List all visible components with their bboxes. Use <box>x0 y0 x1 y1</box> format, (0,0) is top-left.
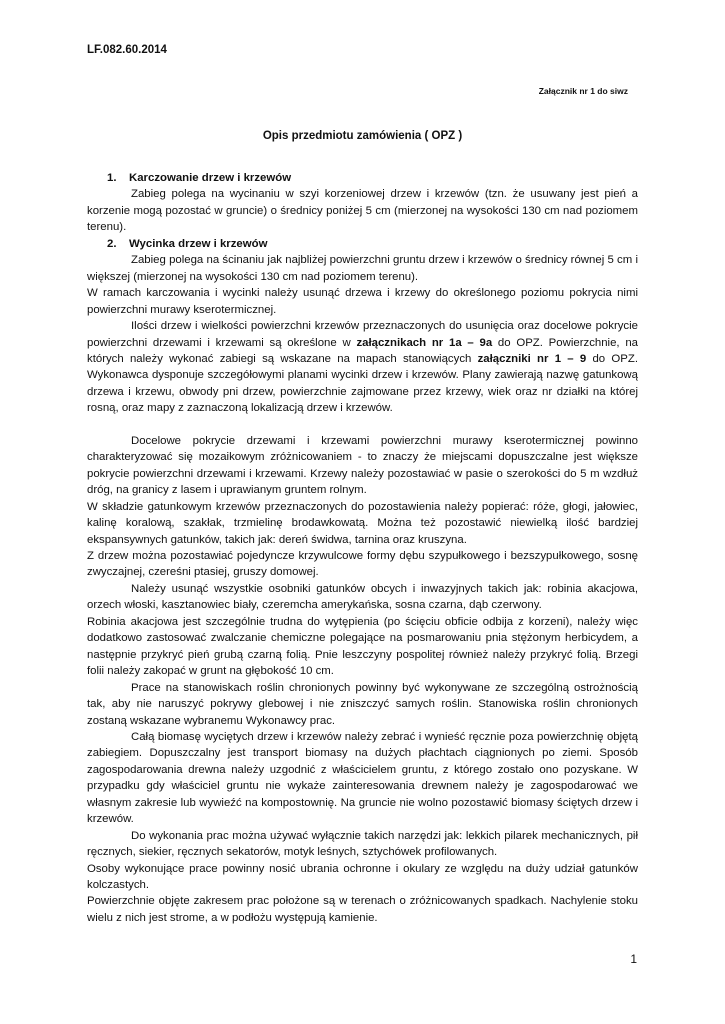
text-run: Ilości drzew i wielkości powierzchni krzewów przeznaczonych do usunięcia oraz docelowe pokrycie powierzchni drzewami i krzewami są określone w <box>87 320 638 349</box>
paragraph: Z drzew można pozostawiać pojedyncze krzywulcowe formy dębu szypułkowego i bezszypułkowego, sosnę zwyczajnej, czereśni ptasiej, gruszy domowej. <box>87 549 638 579</box>
text-run: do OPZ. Powierzchnie, na których należy wykonać zabiegi są wskazane na mapach stanowiących <box>87 336 639 365</box>
section-heading-text: Karczowanie drzew i krzewów <box>129 172 292 184</box>
text-run: do OPZ. Wykonawca dysponuje szczegółowymi planami wycinki drzew i krzewów. Plany zawierają nazwę gatunkową drzewa i krzewu, obwody pni drzew, powierzchnie zajmowane przez krzewy, wiek oraz nr działki na której rosną, oraz mapy z zaznaczoną lokalizacją drzew i krzewów. <box>87 352 638 415</box>
paragraph: Osoby wykonujące prace powinny nosić ubrania ochronne i okulary ze względu na duży udział gatunków kolczastych. <box>87 862 638 892</box>
document-title: Opis przedmiotu zamówienia ( OPZ ) <box>262 130 463 142</box>
bold-text-run: załącznikach nr 1a – 9a <box>356 336 493 349</box>
section-number: 2. <box>107 237 117 250</box>
paragraph: Zabieg polega na ścinaniu jak najbliżej powierzchni gruntu drzew i krzewów o średnicy równej 5 cm i większej (mierzonej na wysokości 130 cm nad poziomem terenu). <box>87 254 638 283</box>
section-heading-2 <box>87 236 638 252</box>
paragraph: Docelowe pokrycie drzewami i krzewami powierzchni murawy kserotermicznej powinno charakteryzować się mozaikowym zróżnicowaniem - to znaczy że miejscami dopuszczalne jest większe pokrycie powierzchni drzewami i krzewami. Krzewy należy pozostawiać w pasie o szerokości do 5 m wzdłuż dróg, na granicy z lasem i uprawianym gruntem rolnym. <box>87 434 638 497</box>
page-number: 1 <box>630 952 637 966</box>
section-heading-text: Wycinka drzew i krzewów <box>129 237 268 250</box>
attachment-label: Załącznik nr 1 do siwz <box>538 86 628 96</box>
bold-text-run: załączniki nr 1 – 9 <box>477 352 587 365</box>
paragraph: W składzie gatunkowym krzewów przeznaczonych do pozostawienia należy popierać: róże, głogi, jałowiec, kalinę koralową, szakłak, trzmielinę brodawkowatą. Można też pozostawić niewielką ilość bardziej ekspansywnych gatunków, takich jak: dereń świdwa, tarnina oraz kruszyna. <box>87 500 638 546</box>
paragraph: Należy usunąć wszystkie osobniki gatunków obcych i inwazyjnych takich jak: robinia akacjowa, orzech włoski, kasztanowiec biały, czeremcha amerykańska, sosna czarna, dąb czerwony. <box>87 582 638 612</box>
paragraph: Do wykonania prac można używać wyłącznie takich narzędzi jak: lekkich pilarek mechanicznych, pił ręcznych, siekier, ręcznych sekatorów, motyk leśnych, sztychówek profilowanych. <box>87 829 638 859</box>
document-id: LF.082.60.2014 <box>87 44 167 56</box>
paragraph: Robinia akacjowa jest szczególnie trudna do wytępienia (po ścięciu obficie odbija z korzeni), należy więc dodatkowo zastosować zwalczanie chemiczne polegające na posmarowaniu pnia stężonym herbicydem, a następnie przykryć pień grubą czarną folią. Pnie leszczyny pospolitej również należy przykryć folią. Brzegi folii należy zakopać w grunt na głębokość 10 cm. <box>87 615 638 678</box>
paragraph: Zabieg polega na wycinaniu w szyi korzeniowej drzew i krzewów (tzn. że usuwany jest pień a korzenie mogą pozostać w gruncie) o średnicy poniżej 5 cm (mierzonej na wysokości 130 cm nad poziomem terenu). <box>87 188 638 234</box>
paragraph: Powierzchnie objęte zakresem prac położone są w terenach o zróżnicowanych spadkach. Nachylenie stoku wielu z nich jest strome, a w podłożu występują kamienie. <box>87 895 638 924</box>
section-number: 1. <box>107 172 117 184</box>
document-body <box>87 170 638 926</box>
section-heading-1 <box>87 170 638 186</box>
paragraph: Prace na stanowiskach roślin chronionych powinny być wykonywane ze szczególną ostrożnością tak, aby nie naruszyć pokrywy glebowej i nie zniszczyć samych roślin. Stanowiska roślin chronionych zostaną wskazane wybranemu Wykonawcy prac. <box>87 681 638 727</box>
paragraph <box>87 318 638 417</box>
paragraph: Całą biomasę wyciętych drzew i krzewów należy zebrać i wynieść ręcznie poza powierzchnię objętą zabiegiem. Dopuszczalny jest transport biomasy na dużych płachtach ciągnionych po ziemi. Sposób zagospodarowania drewna należy uzgodnić z właścicielem gruntu, z którego zostało ono pozyskane. W przypadku gdy właściciel gruntu nie wykaże zainteresowania drewnem należy je zagospodarować we własnym zakresie lub wywieźć na kompostownię. Na gruncie nie wolno pozostawić biomasy ściętych drzew i krzewów. <box>87 730 638 826</box>
paragraph: W ramach karczowania i wycinki należy usunąć drzewa i krzewy do określonego poziomu pokrycia nimi powierzchni murawy kserotermicznej. <box>87 287 638 316</box>
